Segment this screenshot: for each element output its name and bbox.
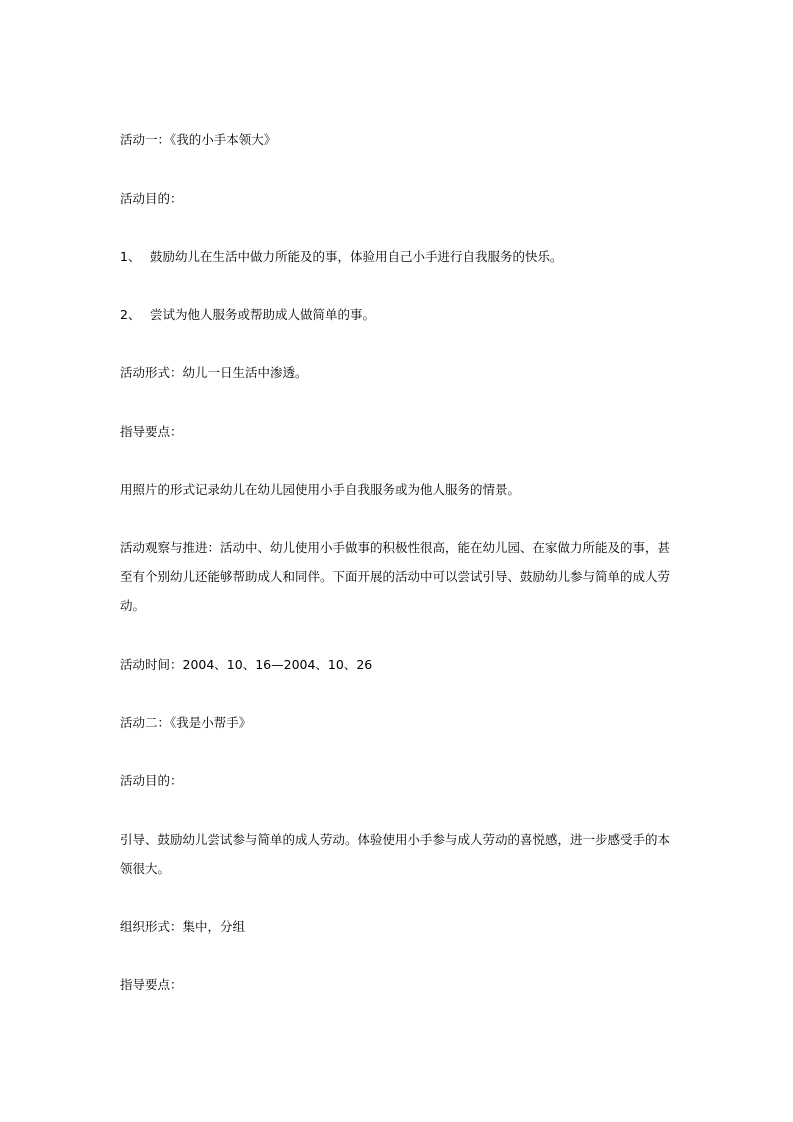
activity2-goal-text: 引导、鼓励幼儿尝试参与简单的成人劳动。体验使用小手参与成人劳动的喜悦感，进一步感受手的本领很大。 [120, 832, 671, 876]
activity1-goal-2 [120, 300, 680, 329]
activity1-guide-text: 用照片的形式记录幼儿在幼儿园使用小手自我服务或为他人服务的情景。 [120, 482, 521, 497]
activity1-form: 活动形式：幼儿一日生活中渗透。 [120, 365, 308, 380]
activity1-time: 活动时间：2004、10、16—2004、10、26 [120, 657, 373, 672]
goal-2-text: 尝试为他人服务或帮助成人做简单的事。 [150, 307, 376, 322]
activity1-title: 活动一：《我的小手本领大》 [120, 132, 277, 147]
goal-1-number: 1、 [120, 249, 141, 264]
activity1-observation: 活动观察与推进：活动中、幼儿使用小手做事的积极性很高，能在幼儿园、在家做力所能及的事，甚至有个别幼儿还能够帮助成人和同伴。下面开展的活动中可以尝试引导、鼓励幼儿参与简单的成人劳动。 [120, 540, 671, 613]
goal-1-text: 鼓励幼儿在生活中做力所能及的事，体验用自己小手进行自我服务的快乐。 [150, 249, 563, 264]
activity1-goal-label: 活动目的： [120, 191, 183, 206]
activity2-form: 组织形式：集中，分组 [120, 919, 246, 934]
activity2-goal-label: 活动目的： [120, 773, 183, 788]
activity2-guide-label: 指导要点： [120, 977, 183, 992]
activity1-goal-1 [120, 242, 680, 271]
activity1-guide-label: 指导要点： [120, 424, 183, 439]
activity2-title: 活动二：《我是小帮手》 [120, 715, 252, 730]
goal-2-number: 2、 [120, 307, 141, 322]
